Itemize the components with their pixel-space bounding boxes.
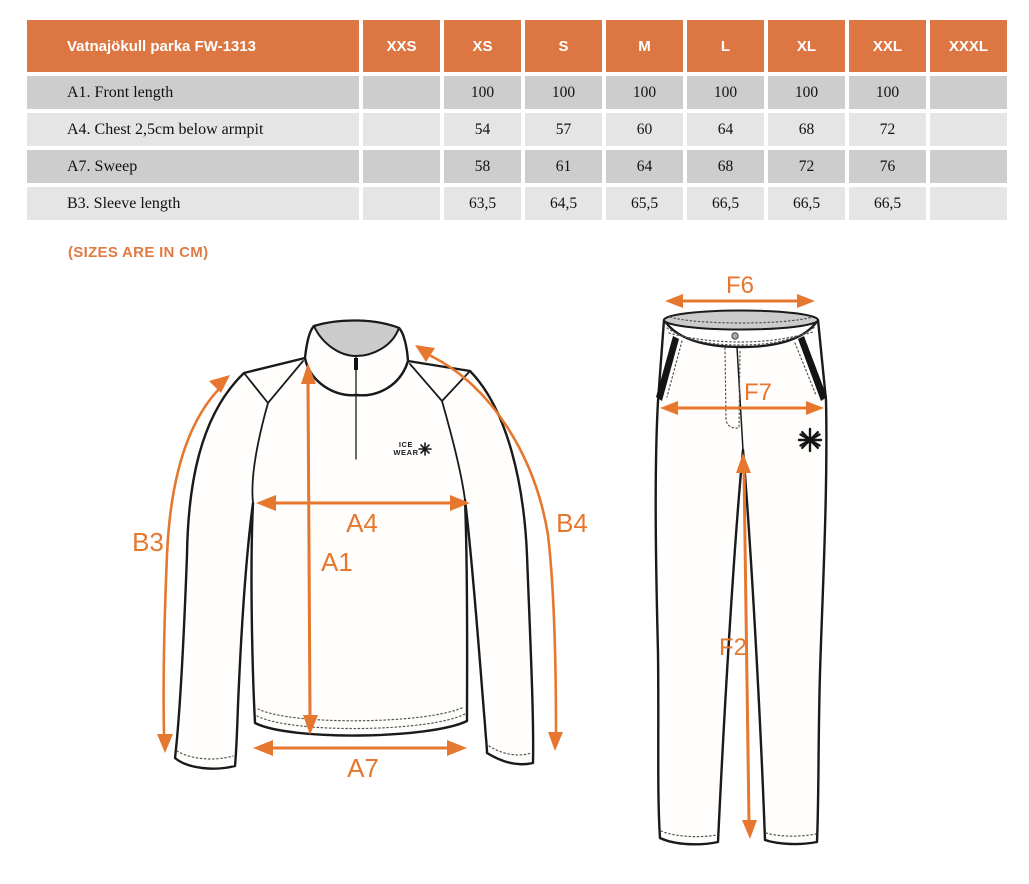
value-cell: 61 [525,150,602,183]
value-cell [363,76,440,109]
value-cell: 66,5 [849,187,926,220]
snowflake-icon [799,429,821,451]
size-col-header-s: S [525,20,602,72]
row-label-cell: A7. Sweep [27,150,359,183]
table-header-row [27,20,1007,72]
value-cell: 100 [606,76,683,109]
value-cell: 58 [444,150,521,183]
sizes-unit-note: (SIZES ARE IN CM) [68,244,209,261]
icewear-logo [393,440,431,457]
value-cell [363,150,440,183]
pants-outline [656,320,827,844]
value-cell: 100 [849,76,926,109]
b3-label: B3 [132,527,164,557]
waist-button [732,333,738,339]
value-cell: 65,5 [606,187,683,220]
value-cell: 57 [525,113,602,146]
jacket-measurement-diagram [100,285,600,884]
size-col-header-xxl: XXL [849,20,926,72]
logo-text-ice: ICE [398,440,414,449]
value-cell [363,113,440,146]
value-cell: 72 [768,150,845,183]
size-col-header-xxxl: XXXL [930,20,1007,72]
value-cell: 100 [768,76,845,109]
value-cell [930,187,1007,220]
value-cell: 100 [687,76,764,109]
measurement-diagrams [0,271,1029,884]
f2-label: F2 [718,634,748,661]
size-col-header-xl: XL [768,20,845,72]
size-col-header-m: M [606,20,683,72]
product-title-cell: Vatnajökull parka FW-1313 [27,20,359,72]
jacket-outline [175,358,533,769]
value-cell: 64 [687,113,764,146]
a7-label: A7 [347,753,379,783]
a4-label: A4 [346,508,378,538]
a1-label: A1 [321,547,353,577]
value-cell: 76 [849,150,926,183]
jacket-zipper-pull [354,358,358,370]
value-cell: 54 [444,113,521,146]
b4-label: B4 [556,508,588,538]
value-cell: 64 [606,150,683,183]
value-cell: 68 [687,150,764,183]
value-cell: 64,5 [525,187,602,220]
table-row-sleeve-length [27,187,1007,220]
size-chart-table [23,16,1011,224]
f7-label: F7 [743,379,773,406]
table-row-front-length [27,76,1007,109]
f6-label: F6 [725,273,755,299]
value-cell: 66,5 [768,187,845,220]
value-cell: 60 [606,113,683,146]
table-row-chest [27,113,1007,146]
size-col-header-l: L [687,20,764,72]
value-cell [930,150,1007,183]
size-col-header-xxs: XXS [363,20,440,72]
row-label-cell: B3. Sleeve length [27,187,359,220]
pants-measurement-diagram [630,273,870,884]
snowflake-icon [419,443,431,455]
logo-text-wear: WEAR [393,448,419,457]
value-cell [930,76,1007,109]
value-cell: 63,5 [444,187,521,220]
size-col-header-xs: XS [444,20,521,72]
value-cell: 68 [768,113,845,146]
table-row-sweep [27,150,1007,183]
row-label-cell: A1. Front length [27,76,359,109]
row-label-cell: A4. Chest 2,5cm below armpit [27,113,359,146]
value-cell: 100 [525,76,602,109]
value-cell: 72 [849,113,926,146]
value-cell [930,113,1007,146]
value-cell: 66,5 [687,187,764,220]
value-cell [363,187,440,220]
value-cell: 100 [444,76,521,109]
